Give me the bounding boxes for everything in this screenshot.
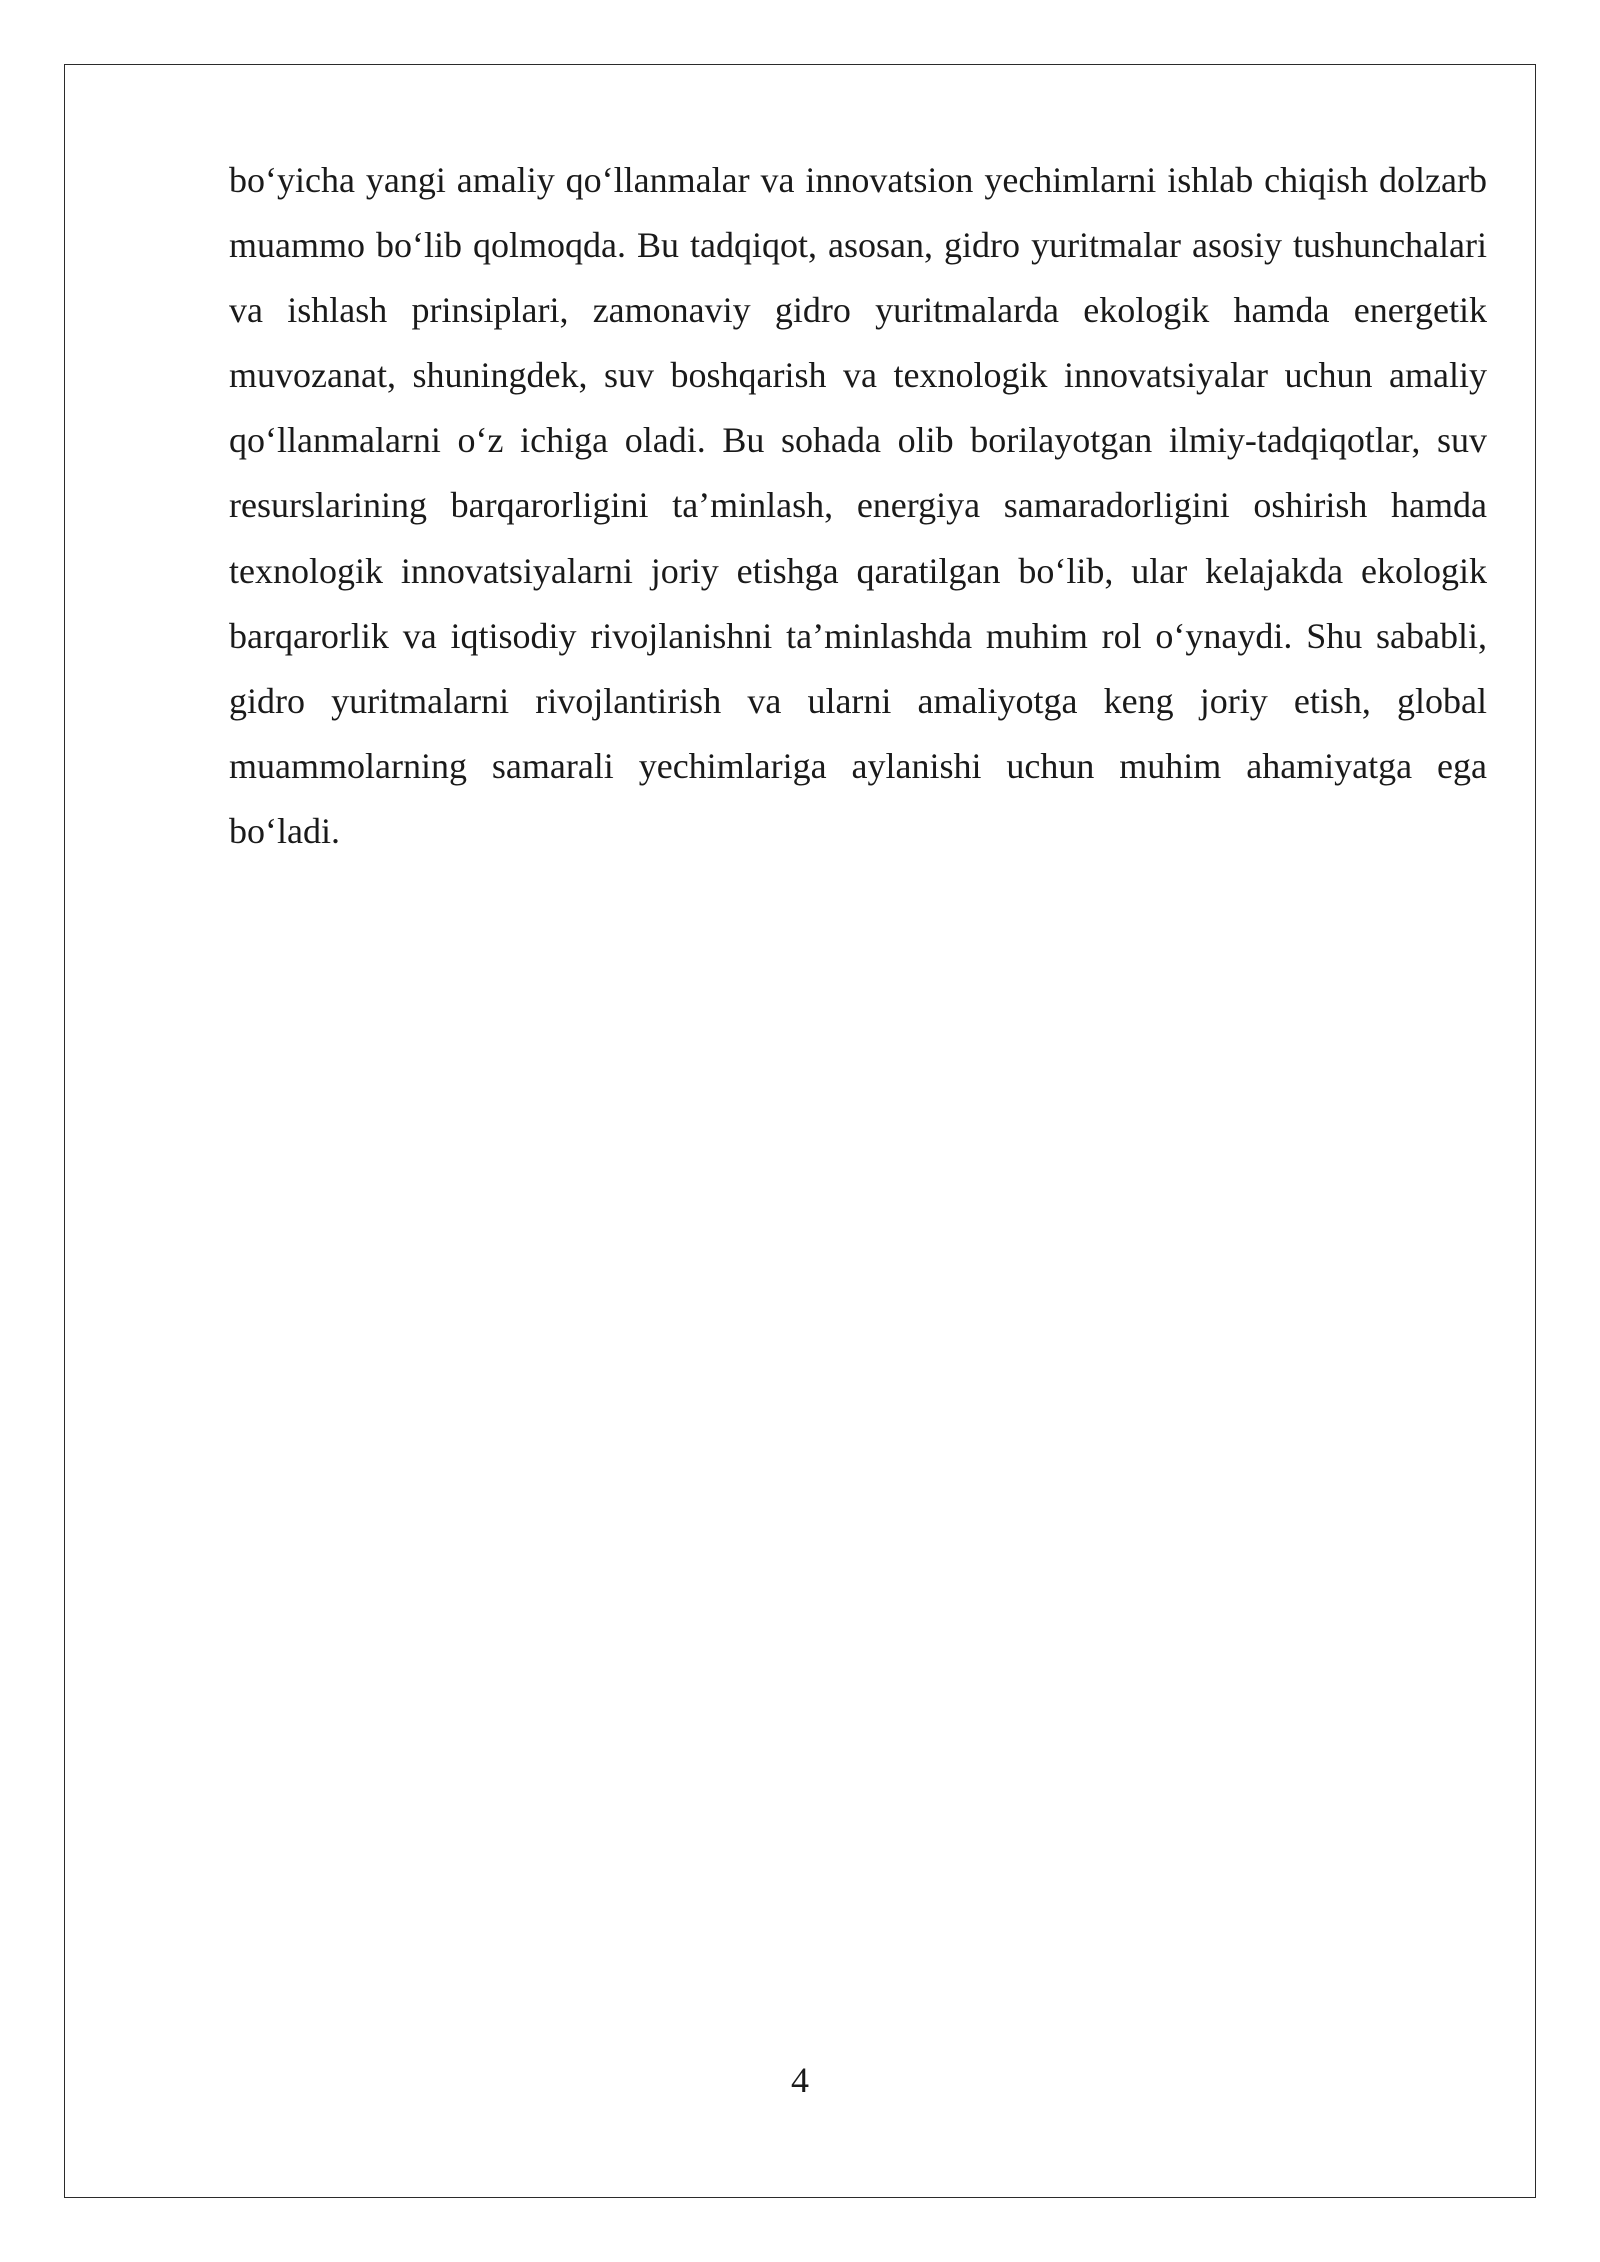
page-number: 4 [791, 2060, 809, 2100]
body-paragraph: bo‘yicha yangi amaliy qo‘llanmalar va innovatsion yechimlarni ishlab chiqish dolzarb muammo bo‘lib qolmoqda. Bu tadqiqot, asosan, gidro yuritmalar asosiy tushunchalari va ishlash prinsiplari, zamonaviy gidro yuritmalarda ekologik hamda energetik muvozanat, shuningdek, suv boshqarish va texnologik innovatsiyalar uchun amaliy qo‘llanmalarni o‘z ichiga oladi. Bu sohada olib borilayotgan ilmiy-tadqiqotlar, suv resurslarining barqarorligini ta’minlash, energiya samaradorligini oshirish hamda texnologik innovatsiyalarni joriy etishga qaratilgan bo‘lib, ular kelajakda ekologik barqarorlik va iqtisodiy rivojlanishni ta’minlashda muhim rol o‘ynaydi. Shu sababli, gidro yuritmalarni rivojlantirish va ularni amaliyotga keng joriy etish, global muammolarning samarali yechimlariga aylanishi uchun muhim ahamiyatga ega bo‘ladi. [229, 160, 1487, 851]
